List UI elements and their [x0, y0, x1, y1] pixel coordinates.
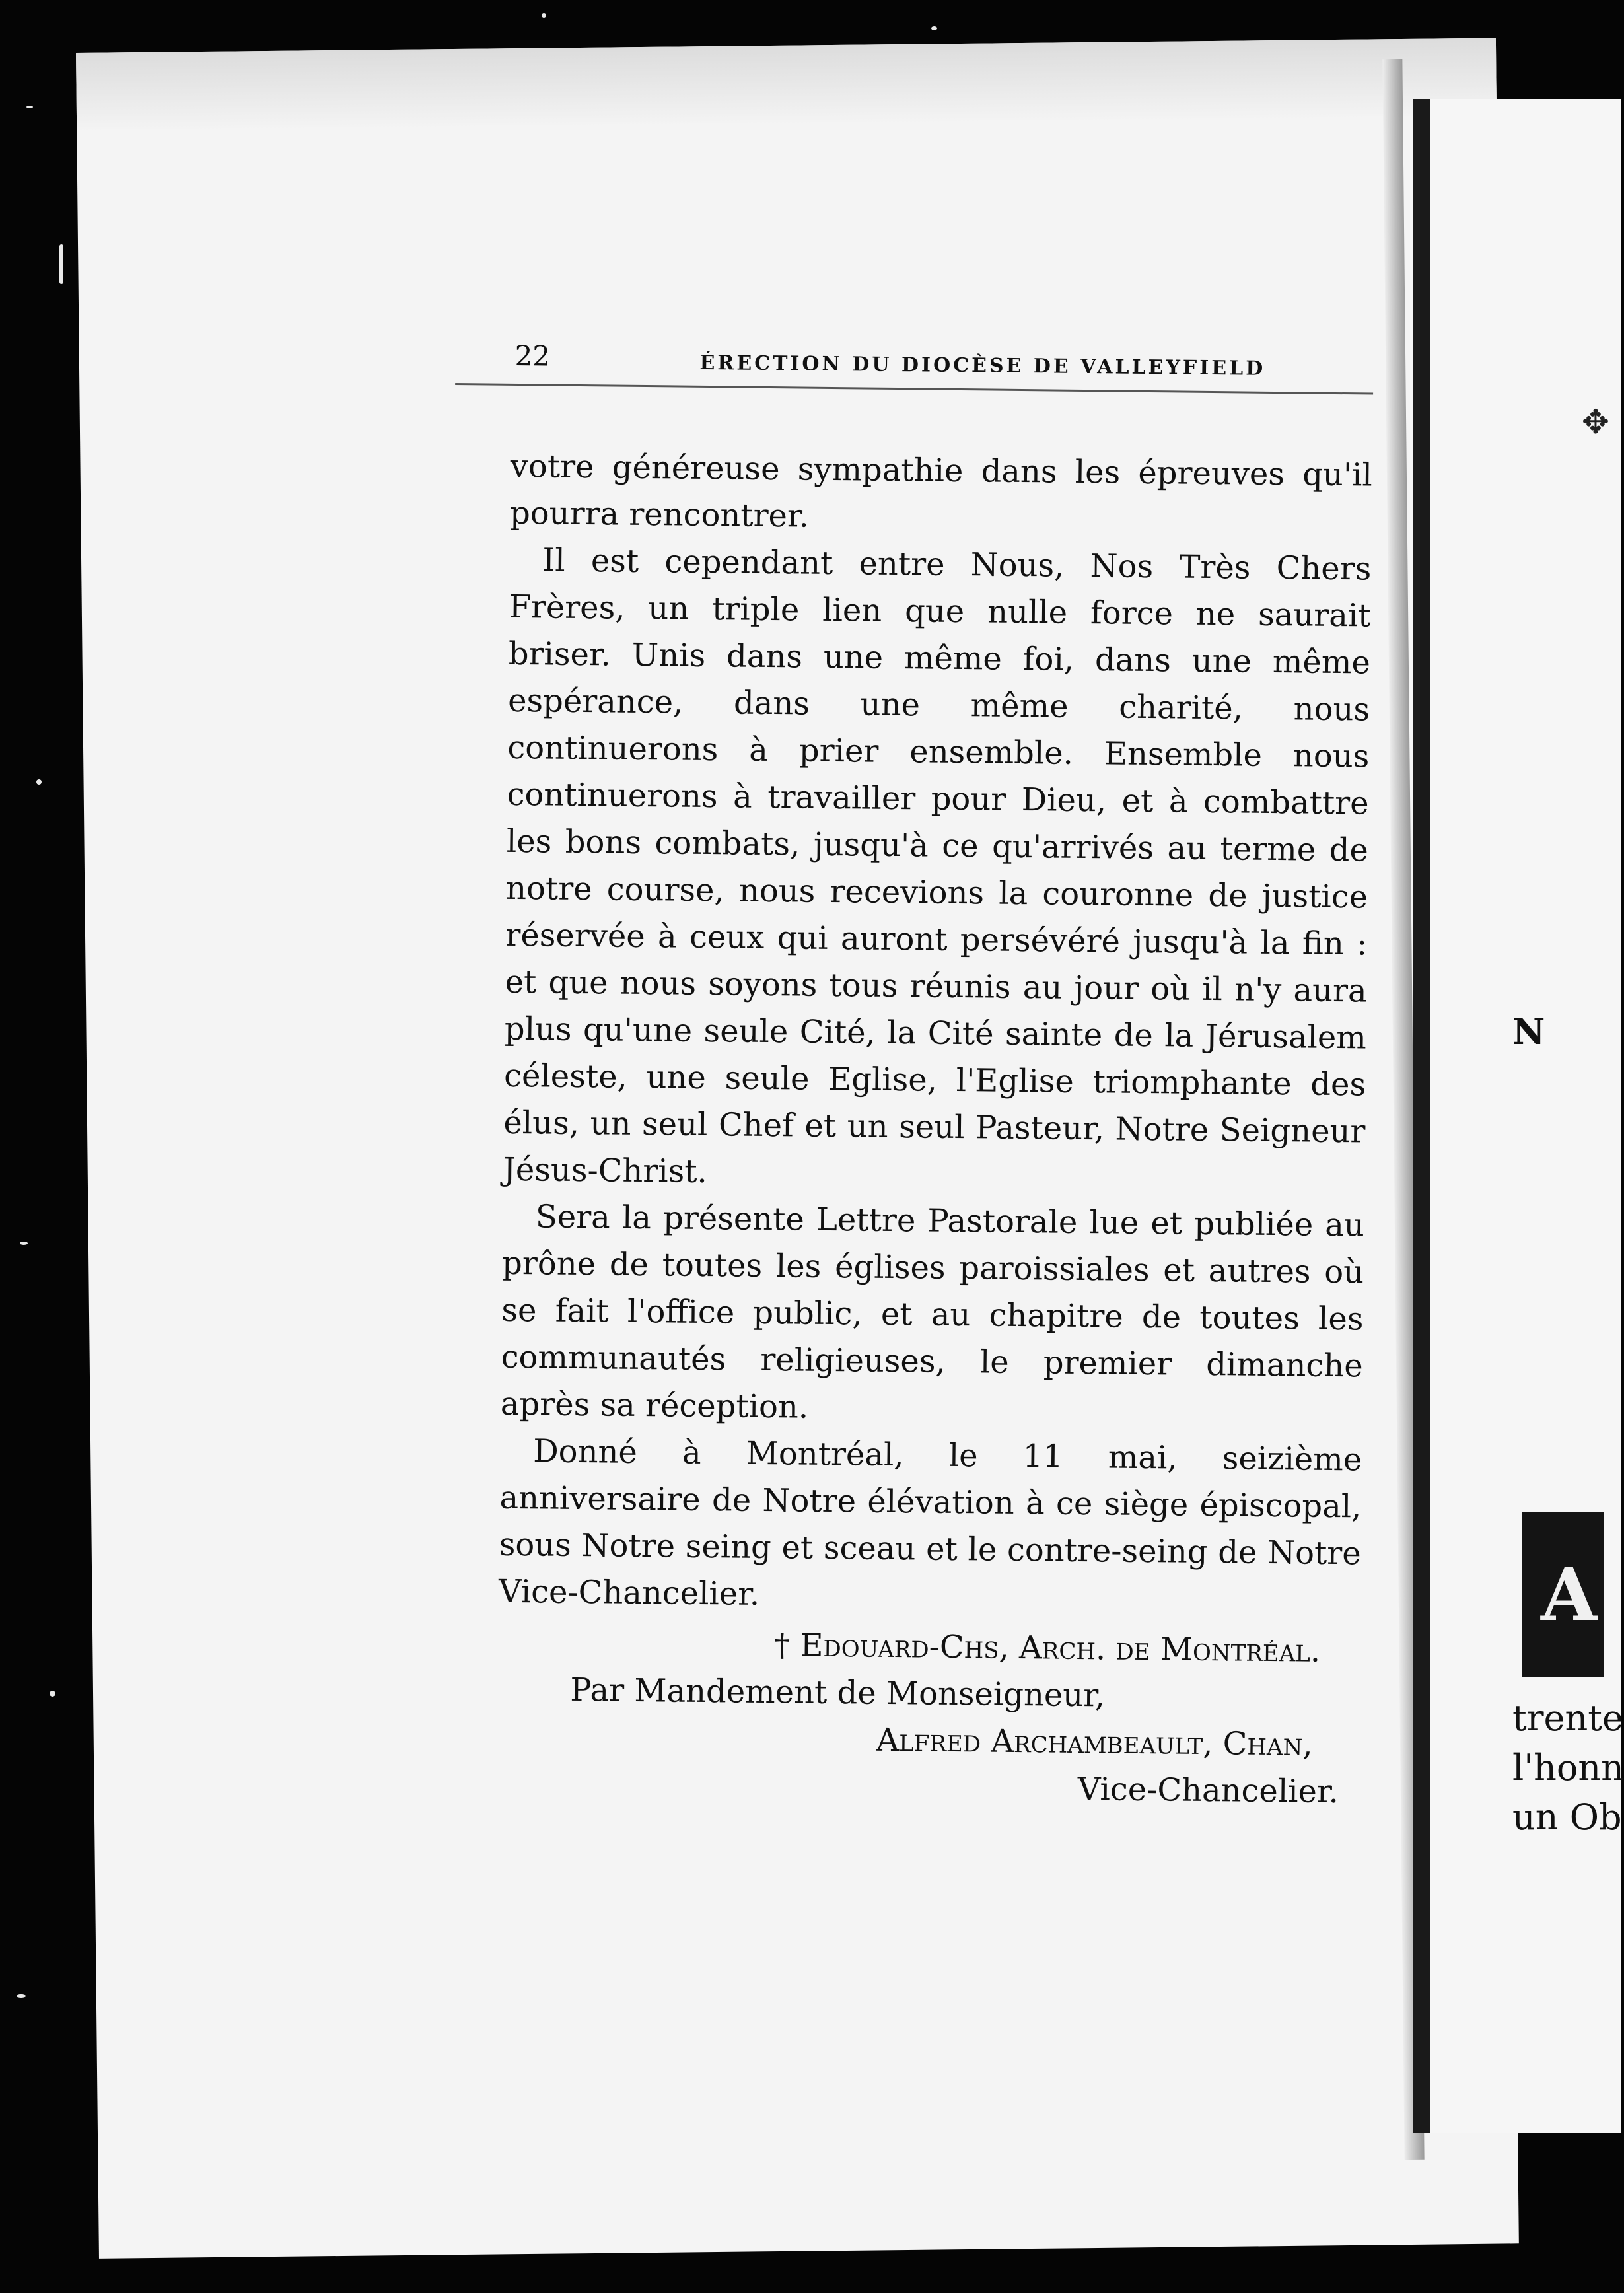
facing-page-fragment: N [1512, 1010, 1545, 1053]
facing-page-fragment: trente [1512, 1697, 1623, 1739]
page-number: 22 [514, 339, 551, 372]
archbishop-signature: † Edouard-Chs, Arch. de Montréal. [773, 1627, 1321, 1670]
facing-page-fragment: un Ob [1512, 1796, 1622, 1838]
paragraph: votre généreuse sympathie dans les épreuves qu'il pourra rencontrer. [509, 447, 1373, 535]
mandate-line: Par Mandement de Monseigneur, [570, 1671, 1106, 1714]
facing-page-fragment: l'honn [1512, 1747, 1624, 1788]
paragraph: Donné à Montréal, le 11 mai, seizième anniversaire de Notre élévation à ce siège épiscopal, sous Notre seing et sceau et le contre-seing de Notre Vice-Chancelier. [498, 1432, 1362, 1613]
fleuron-ornament: ✥ [1582, 403, 1609, 441]
paragraph: Il est cependant entre Nous, Nos Très Chers Frères, un triple lien que nulle force ne saurait briser. Unis dans une même foi, dans une même espérance, dans une même charité, nous continuerons à prier ensemble. Ensemble nous continuerons à travailler pour Dieu, et à combattre les bons combats, jusqu'à ce qu'arrivés au terme de notre course, nous recevions la couronne de justice réservée à ceux qui auront persévéré jusqu'à la fin : et que nous soyons tous réunis au jour où il n'y aura plus qu'une seule Cité, la Cité sainte de la Jérusalem céleste, une seule Eglise, l'Eglise triomphante des élus, un seul Chef et un seul Pasteur, Notre Seigneur Jésus-Christ. [503, 542, 1372, 1191]
running-header [455, 330, 1374, 395]
body-text [497, 443, 1373, 1816]
paragraph: Sera la présente Lettre Pastorale lue et publiée au prône de toutes les églises paroissiales et autres où se fait l'office public, et au chapitre de toutes les communautés religieuses, le premier dimanche après sa réception. [500, 1198, 1365, 1426]
chancellor-signature: Alfred Archambeault, Chan, [876, 1721, 1313, 1763]
decorative-initial [1522, 1512, 1604, 1677]
running-title: ÉRECTION DU DIOCÈSE DE VALLEYFIELD [699, 351, 1266, 380]
initial-letter: A [1541, 1552, 1598, 1637]
vice-chancellor-title: Vice-Chancelier. [1077, 1770, 1339, 1811]
